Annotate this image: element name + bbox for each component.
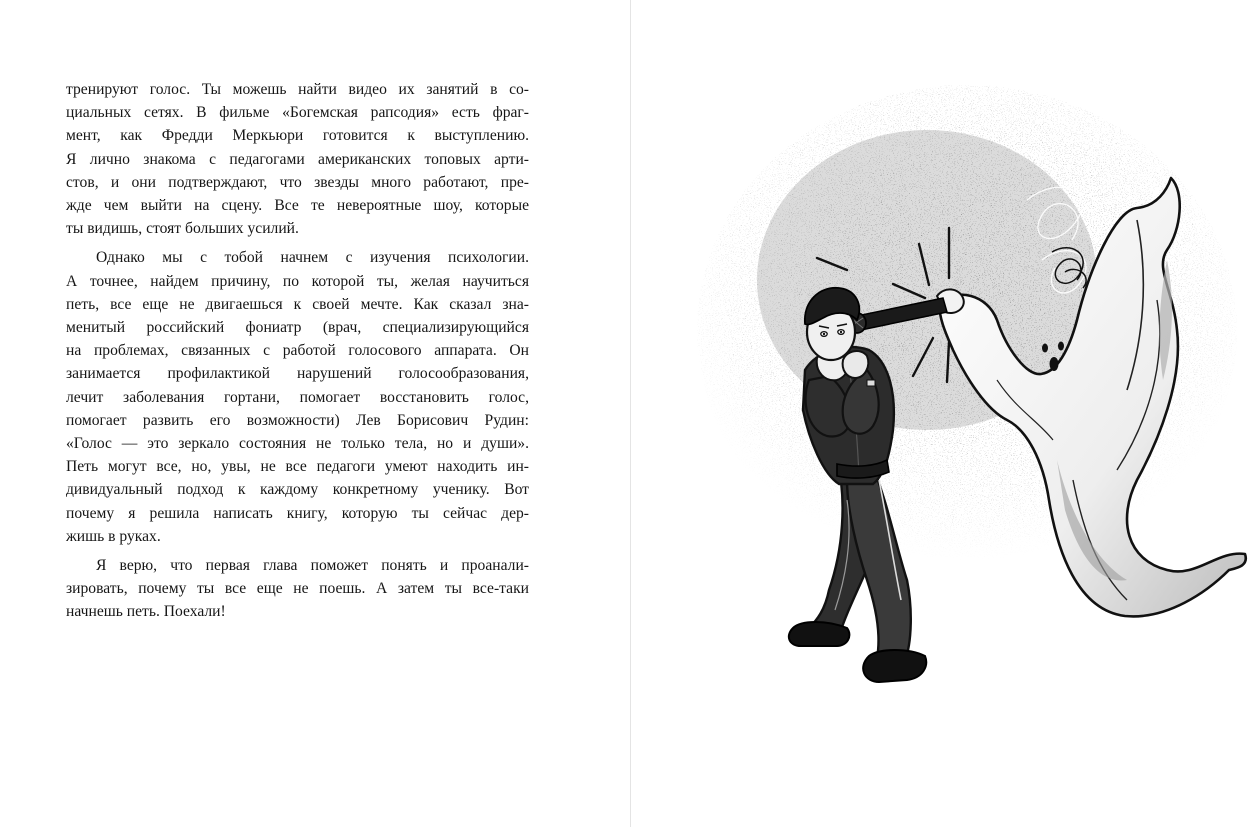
paragraph-1 (66, 78, 529, 240)
text-line: занимается профилактикой нарушений голосообразования, (66, 365, 529, 383)
ghost-and-singer-illustration (697, 80, 1257, 690)
text-line: ты видишь, стоят больших усилий. (66, 220, 299, 238)
text-line: циальных сетях. В фильме «Богемская рапсодия» есть фраг- (66, 104, 529, 122)
text-line: Я лично знакома с педагогами американских топовых арти- (66, 150, 529, 168)
text-line: мент, как Фредди Меркьюри готовится к выступлению. (66, 127, 529, 145)
text-line: жишь в руках. (66, 527, 161, 545)
text-line: помогает развить его возможности) Лев Борисович Рудин: (66, 411, 529, 429)
text-line: почему я решила написать книгу, которую ты сейчас дер- (66, 504, 529, 522)
text-line: лечит заболевания гортани, помогает восстановить голос, (66, 388, 529, 406)
text-line: «Голос — это зеркало состояния не только тела, но и души». (66, 435, 529, 453)
text-line: дивидуальный подход к каждому конкретному ученику. Вот (66, 481, 529, 499)
text-line: начнешь петь. Поехали! (66, 603, 226, 621)
text-line: Петь могут все, но, увы, не все педагоги умеют находить ин- (66, 458, 529, 476)
right-page (631, 0, 1260, 827)
text-line: А точнее, найдем причину, по которой ты, желая научиться (66, 272, 529, 290)
text-line: на проблемах, связанных с работой голосового аппарата. Он (66, 342, 529, 360)
text-line: менитый российский фониатр (врач, специализирующийся (66, 319, 529, 337)
body-text (66, 78, 529, 630)
ghost-eye-left (1042, 344, 1048, 353)
text-line: зировать, почему ты все еще не поешь. А затем ты все-таки (66, 580, 529, 598)
ghost-eye-right (1058, 342, 1064, 351)
text-line: тренируют голос. Ты можешь найти видео их занятий в со- (66, 81, 529, 98)
text-line: стов, и они подтверждают, что звезды много работают, пре- (66, 173, 529, 191)
text-line: жде чем выйти на сцену. Все те невероятные шоу, которые (66, 197, 529, 215)
text-line: Я верю, что первая глава поможет понять и проанали- (96, 557, 529, 575)
ghost-mouth (1050, 357, 1059, 371)
paragraph-3 (66, 554, 529, 624)
text-line: Однако мы с тобой начнем с изучения психологии. (96, 249, 529, 267)
text-line: петь, все еще не двигаешься к своей мечте. Как сказал зна- (66, 295, 529, 313)
paragraph-2 (66, 246, 529, 548)
